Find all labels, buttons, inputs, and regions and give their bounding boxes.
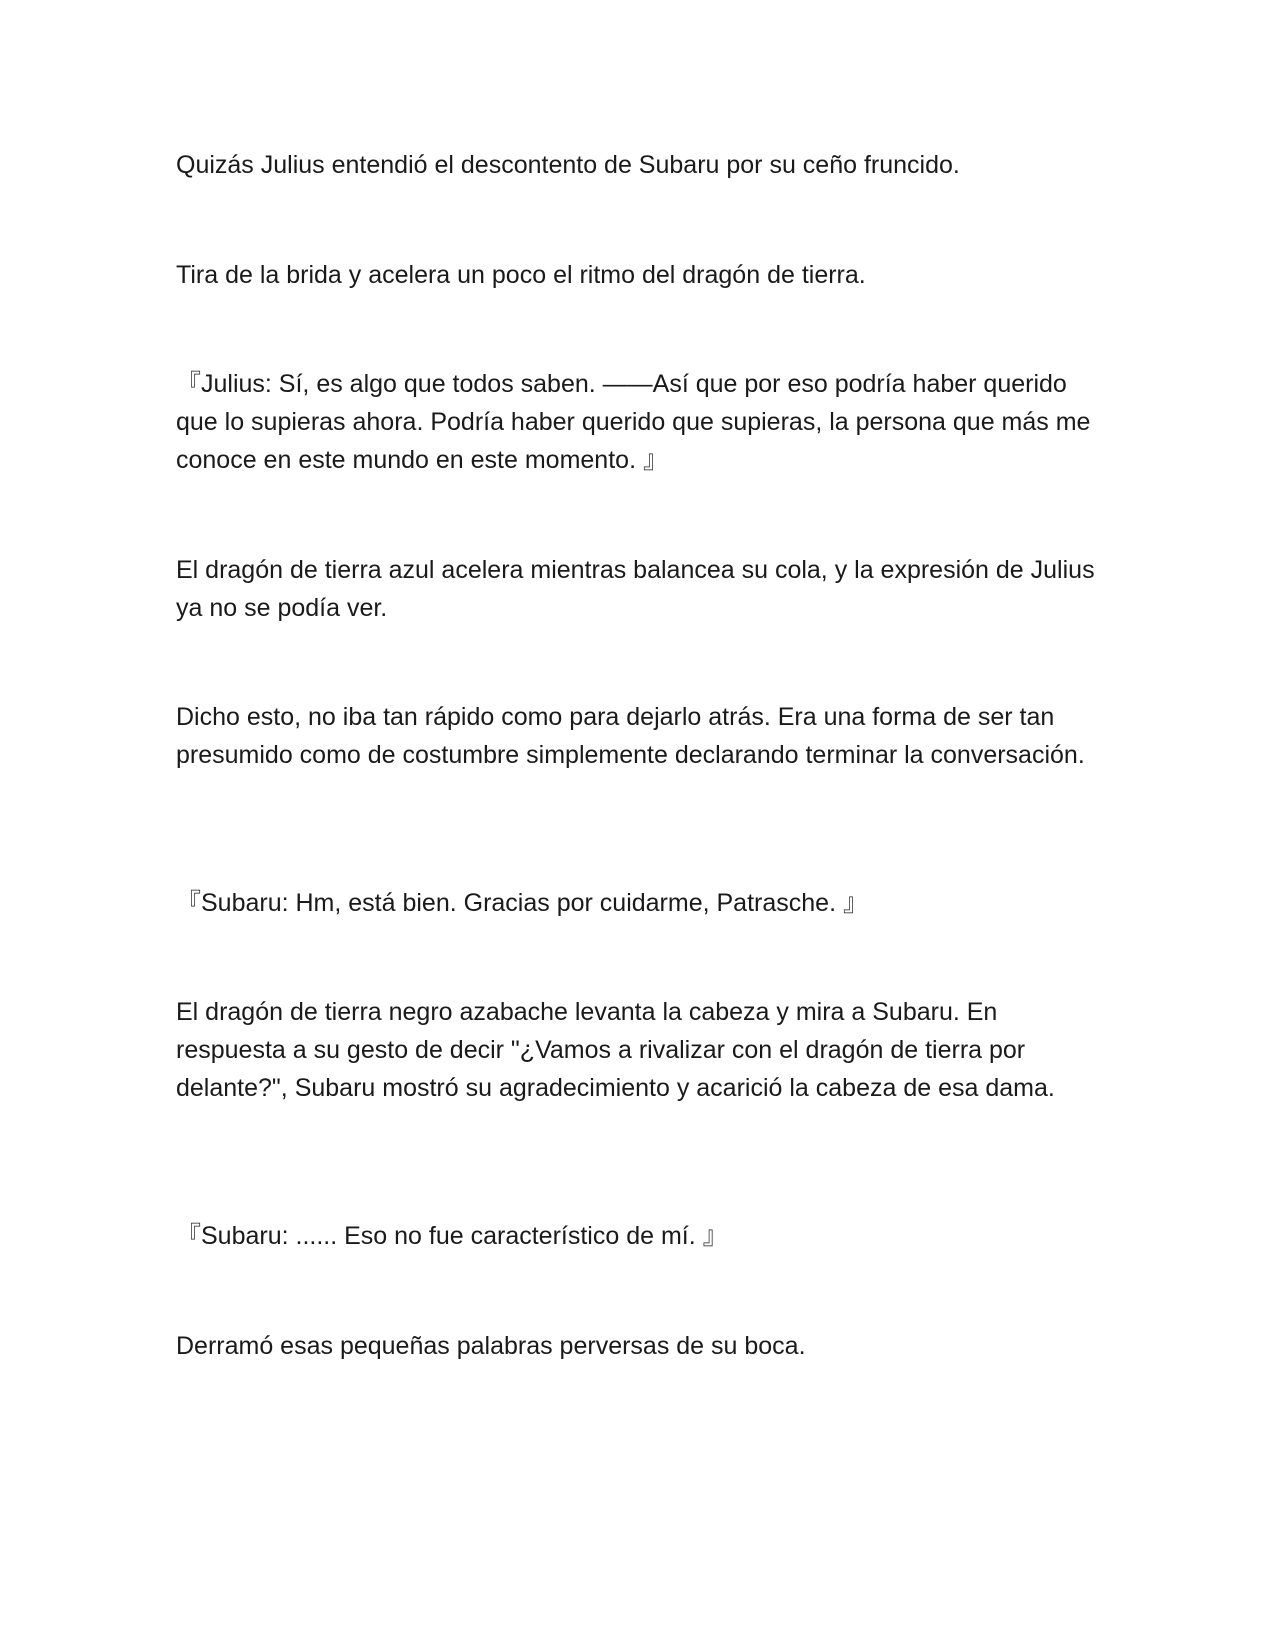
paragraph-9: Derramó esas pequeñas palabras perversas de su boca.	[176, 1332, 806, 1360]
paragraph-2: Tira de la brida y acelera un poco el ritmo del dragón de tierra.	[176, 261, 866, 289]
paragraph-5: Dicho esto, no iba tan rápido como para dejarlo atrás. Era una forma de ser tan presumido como de costumbre simplemente declarando terminar la conversación.	[176, 703, 1085, 769]
paragraph-4: El dragón de tierra azul acelera mientras balancea su cola, y la expresión de Julius ya no se podía ver.	[176, 556, 1095, 622]
dialogue-julius: 『Julius: Sí, es algo que todos saben. ——Así que por eso podría haber querido que lo supieras ahora. Podría haber querido que supieras, la persona que más me conoce en este mundo en este momento. 』	[176, 370, 1091, 474]
paragraph-1: Quizás Julius entendió el descontento de Subaru por su ceño fruncido.	[176, 151, 960, 179]
dialogue-subaru-1: 『Subaru: Hm, está bien. Gracias por cuidarme, Patrasche. 』	[176, 889, 868, 917]
dialogue-subaru-2: 『Subaru: ...... Eso no fue característico de mí. 』	[176, 1222, 728, 1250]
paragraph-7: El dragón de tierra negro azabache levanta la cabeza y mira a Subaru. En respuesta a su gesto de decir "¿Vamos a rivalizar con el dragón de tierra por delante?", Subaru mostró su agradecimiento y acarició la cabeza de esa dama.	[176, 998, 1055, 1102]
